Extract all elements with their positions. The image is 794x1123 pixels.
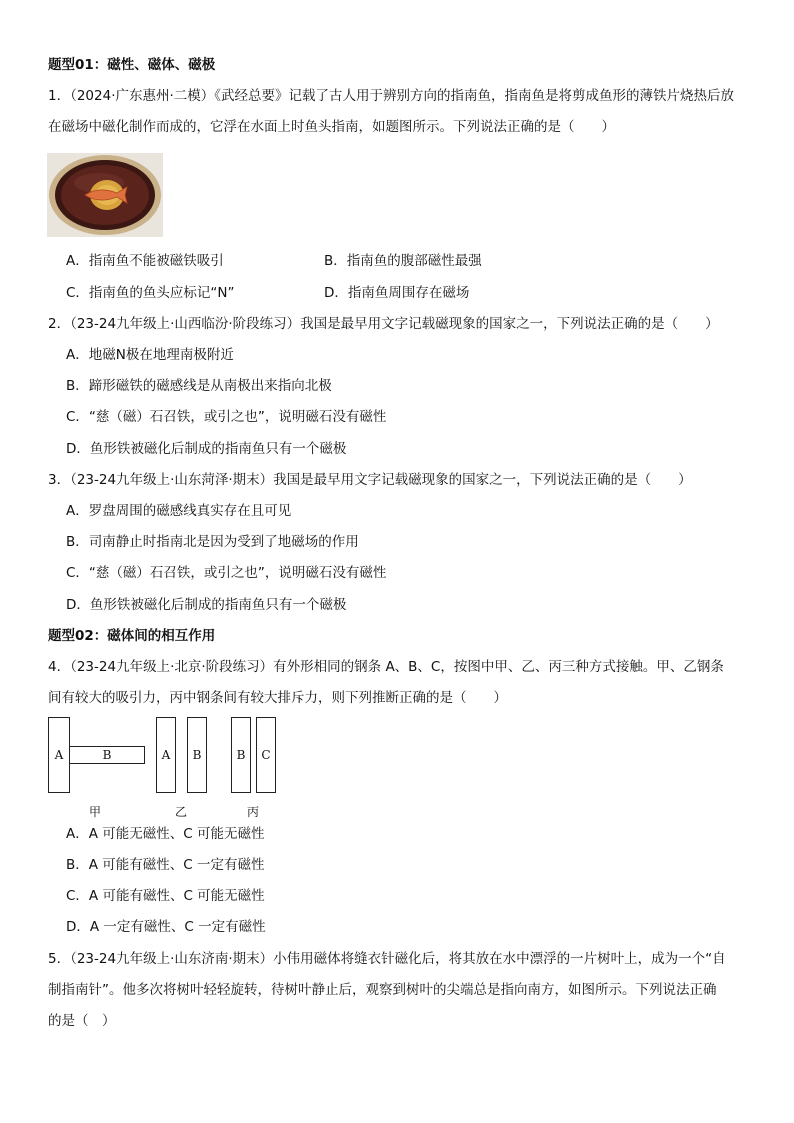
q1-option-d: D．指南鱼周围存在磁场 <box>324 285 470 301</box>
q4-option-c: C．A 可能有磁性、C 可能无磁性 <box>66 888 265 904</box>
q3-option-c: C．“慈（磁）石召铁，或引之也”，说明磁石没有磁性 <box>66 565 387 581</box>
q3-option-a: A．罗盘周围的磁感线真实存在且可见 <box>66 503 292 519</box>
steel-bars-figure <box>48 715 288 821</box>
q5-stem-line2: 制指南针”。他多次将树叶轻轻旋转，待树叶静止后，观察到树叶的尖端总是指向南方，如图所示。下列说法正确 <box>48 982 717 998</box>
q4-stem-line2: 间有较大的吸引力，丙中钢条间有较大排斥力，则下列推断正确的是（ ） <box>48 690 507 706</box>
caption-jia: 甲 <box>89 805 102 819</box>
bar-a-fig2: A <box>156 717 176 793</box>
bar-a-fig1: A <box>48 717 70 793</box>
caption-bing: 丙 <box>247 805 260 819</box>
q2-stem: 2．（23-24九年级上·山西临汾·阶段练习）我国是最早用文字记载磁现象的国家之一，下列说法正确的是（ ） <box>48 316 719 332</box>
q4-option-a: A．A 可能无磁性、C 可能无磁性 <box>66 826 265 842</box>
bar-c-fig3: C <box>256 717 276 793</box>
south-pointing-fish-image <box>47 153 163 237</box>
q3-option-d: D．鱼形铁被磁化后制成的指南鱼只有一个磁极 <box>66 597 347 613</box>
bar-b-fig3: B <box>231 717 251 793</box>
q2-option-a: A．地磁N极在地理南极附近 <box>66 347 234 363</box>
section-title-2: 题型02：磁体间的相互作用 <box>48 628 216 644</box>
q4-option-b: B．A 可能有磁性、C 一定有磁性 <box>66 857 265 873</box>
section-title-1: 题型01：磁性、磁体、磁极 <box>48 57 216 73</box>
q4-stem-line1: 4．（23-24九年级上·北京·阶段练习）有外形相同的钢条 A、B、C，按图中甲、乙、丙三种方式接触。甲、乙钢条 <box>48 659 724 675</box>
q1-option-c: C．指南鱼的鱼头应标记“N” <box>66 285 235 301</box>
q4-option-d: D．A 一定有磁性、C 一定有磁性 <box>66 919 266 935</box>
caption-yi: 乙 <box>175 805 188 819</box>
bar-b-fig1: B <box>69 746 145 764</box>
q3-option-b: B．司南静止时指南北是因为受到了地磁场的作用 <box>66 534 359 550</box>
q1-option-b: B．指南鱼的腹部磁性最强 <box>324 253 482 269</box>
q1-option-a: A．指南鱼不能被磁铁吸引 <box>66 253 224 269</box>
q1-stem-line1: 1．（2024·广东惠州·二模）《武经总要》记载了古人用于辨别方向的指南鱼，指南鱼是将剪成鱼形的薄铁片烧热后放 <box>48 88 735 104</box>
q3-stem: 3．（23-24九年级上·山东菏泽·期末）我国是最早用文字记载磁现象的国家之一，下列说法正确的是（ ） <box>48 472 692 488</box>
q2-option-d: D．鱼形铁被磁化后制成的指南鱼只有一个磁极 <box>66 441 347 457</box>
q5-stem-line3: 的是（ ） <box>48 1013 116 1029</box>
q5-stem-line1: 5．（23-24九年级上·山东济南·期末）小伟用磁体将缝衣针磁化后，将其放在水中漂浮的一片树叶上，成为一个“自 <box>48 951 726 967</box>
q2-option-c: C．“慈（磁）石召铁，或引之也”，说明磁石没有磁性 <box>66 409 387 425</box>
bar-b-fig2: B <box>187 717 207 793</box>
q1-stem-line2: 在磁场中磁化制作而成的，它浮在水面上时鱼头指南，如题图所示。下列说法正确的是（ ） <box>48 119 615 135</box>
q2-option-b: B．蹄形磁铁的磁感线是从南极出来指向北极 <box>66 378 332 394</box>
